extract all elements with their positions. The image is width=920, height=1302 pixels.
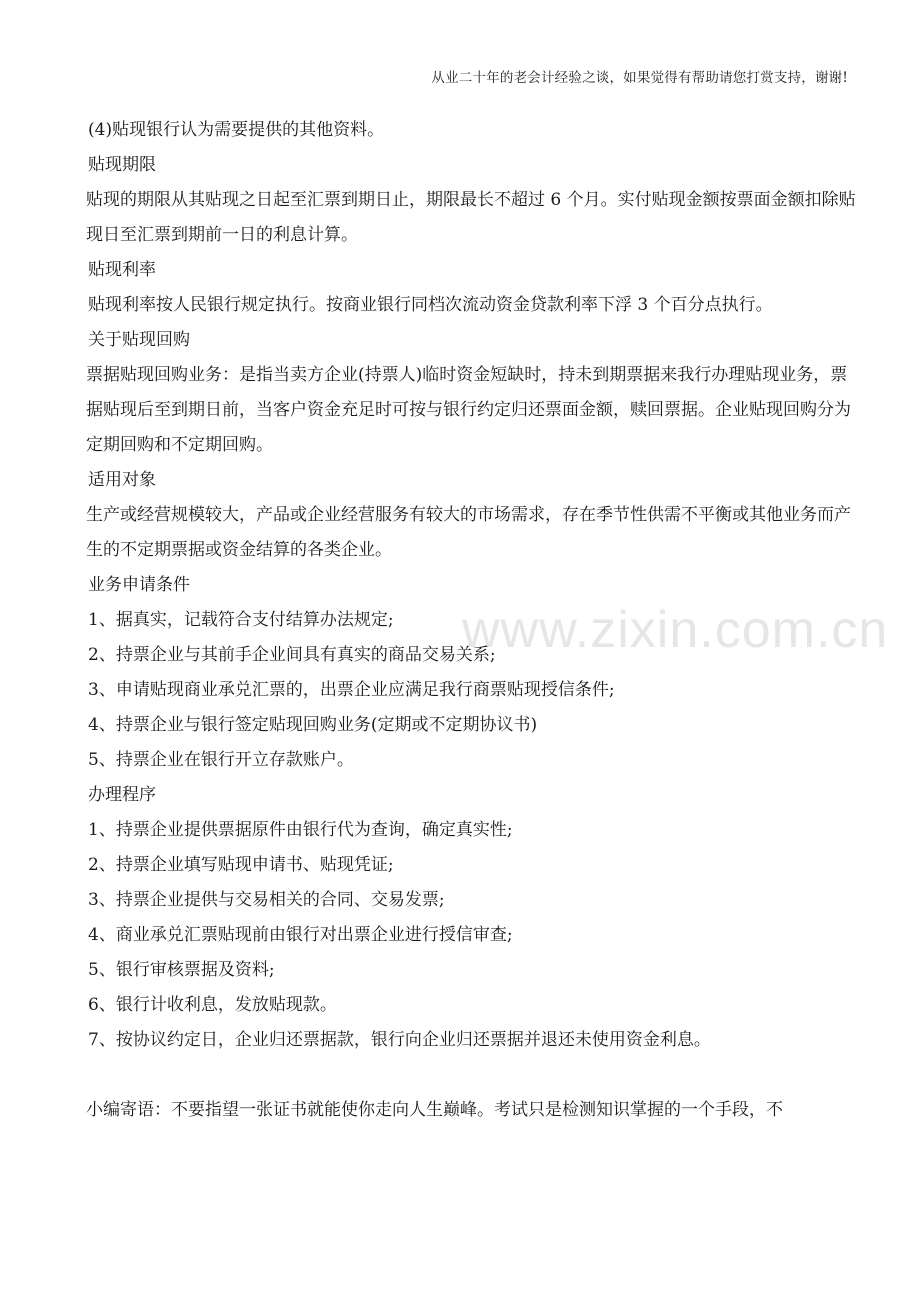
paragraph: 生产或经营规模较大，产品或企业经营服务有较大的市场需求，存在季节性供需不平衡或其他业务而产生的不定期票据或资金结算的各类企业。 <box>86 505 851 560</box>
list-item: 1、据真实，记载符合支付结算办法规定; <box>88 610 394 630</box>
list-item: 5、银行审核票据及资料; <box>88 960 275 980</box>
list-item: 5、持票企业在银行开立存款账户。 <box>88 750 354 770</box>
list-item: 4、商业承兑汇票贴现前由银行对出票企业进行授信审查; <box>88 925 513 945</box>
section-heading: 适用对象 <box>88 470 156 490</box>
paragraph: 贴现的期限从其贴现之日起至汇票到期日止，期限最长不超过 6 个月。实付贴现金额按票面金额扣除贴现日至汇票到期前一日的利息计算。 <box>86 190 856 245</box>
section-heading: 贴现期限 <box>88 155 156 175</box>
section-heading: 业务申请条件 <box>88 575 190 595</box>
watermark: www.zixin.com.cn <box>462 601 889 659</box>
section-heading: 关于贴现回购 <box>88 330 190 350</box>
list-item: 7、按协议约定日，企业归还票据款，银行向企业归还票据并退还未使用资金利息。 <box>88 1030 711 1050</box>
list-item: 3、申请贴现商业承兑汇票的，出票企业应满足我行商票贴现授信条件; <box>88 680 615 700</box>
paragraph: 贴现利率按人民银行规定执行。按商业银行同档次流动资金贷款利率下浮 3 个百分点执行。 <box>88 295 773 315</box>
list-item: 2、持票企业填写贴现申请书、贴现凭证; <box>88 855 394 875</box>
section-heading: 办理程序 <box>88 785 156 805</box>
paragraph: 票据贴现回购业务：是指当卖方企业(持票人)临时资金短缺时，持未到期票据来我行办理贴现业务，票据贴现后至到期日前，当客户资金充足时可按与银行约定归还票面金额，赎回票据。企业贴现回购分为定期回购和不定期回购。 <box>86 365 851 455</box>
list-item: 6、银行计收利息，发放贴现款。 <box>88 995 337 1015</box>
list-item: 1、持票企业提供票据原件由银行代为查询，确定真实性; <box>88 820 513 840</box>
page-header: 从业二十年的老会计经验之谈，如果觉得有帮助请您打赏支持，谢谢! <box>431 70 848 86</box>
paragraph: (4)贴现银行认为需要提供的其他资料。 <box>88 120 385 140</box>
editor-note: 小编寄语：不要指望一张证书就能使你走向人生巅峰。考试只是检测知识掌握的一个手段，不 <box>86 1100 783 1120</box>
section-heading: 贴现利率 <box>88 260 156 280</box>
document-body <box>88 113 858 1128</box>
list-item: 3、持票企业提供与交易相关的合同、交易发票; <box>88 890 445 910</box>
list-item: 4、持票企业与银行签定贴现回购业务(定期或不定期协议书) <box>88 715 538 735</box>
list-item: 2、持票企业与其前手企业间具有真实的商品交易关系; <box>88 645 496 665</box>
